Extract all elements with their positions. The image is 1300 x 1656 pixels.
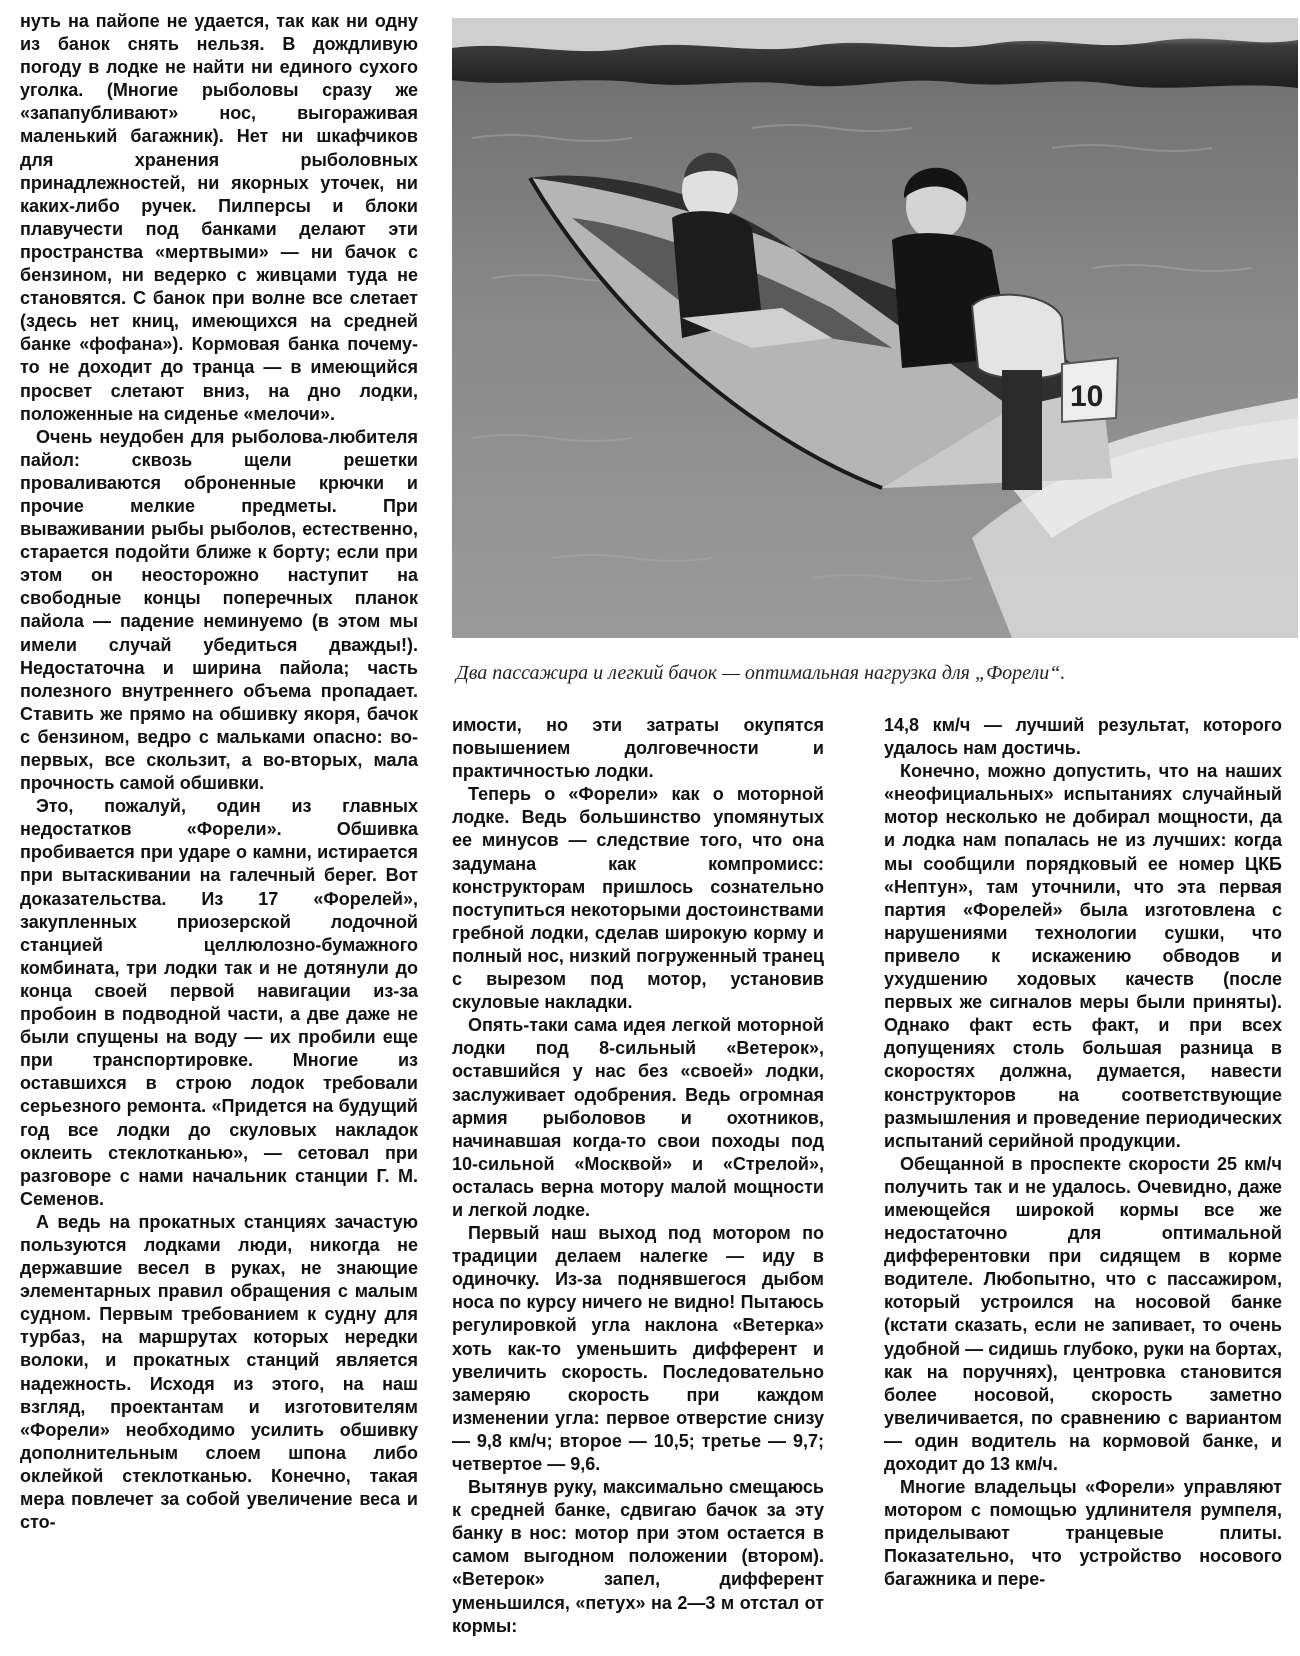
paragraph: нуть на пайопе не удается, так как ни одну из банок снять нельзя. В дождливую погоду в лодке не найти ни единого сухого уголка. (Многие рыболовы сразу же «запапубливают» нос, выгораживая маленький багажник). Нет ни шкафчиков для хранения рыболовных принадлежностей, ни якорных уточек, ни каких-либо ручек. Пилперсы и блоки плавучести под банками делают эти пространства «мертвыми» — ни бачок с бензином, ни ведерко с живцами туда не становятся. С банок при волне все слетает (здесь нет книц, имеющихся на средней банке «фофана»). Кормовая банка почему-то не доходит до транца — в имеющийся просвет слетают вниз, на дно лодки, положенные на сиденье «мелочи». [20, 11, 418, 424]
text-column-2 [452, 714, 824, 1638]
paragraph: А ведь на прокатных станциях зачастую пользуются лодками люди, никогда не державшие весел в руках, не знающие элементарных правил обращения с малым судном. Первым требованием к судну для турбаз, на маршрутах которых нередки волоки, и прокатных станций является надежность. Исходя из этого, на наш взгляд, проектантам и изготовителям «Форели» необходимо усилить обшивку дополнительным слоем шпона либо оклейкой стеклотканью. Конечно, такая мера повлечет за собой увеличение веса и сто- [20, 1211, 418, 1533]
paragraph: Обещанной в проспекте скорости 25 км/ч получить так и не удалось. Очевидно, даже имеющейся широкой кормы все же недостаточно для оптимальной дифферентовки при сидящем в корме водителе. Любопытно, что с пассажиром, который устроился на носовой банке (кстати сказать, если не запивает, то очень удобной — сидишь глубоко, руки на бортах, как на поручнях), центровка становится более носовой, скорость заметно увеличивается, по сравнению с вариантом — один водитель на кормовой банке, и доходит до 13 км/ч. [884, 1153, 1282, 1474]
paragraph: Это, пожалуй, один из главных недостатков «Форели». Обшивка пробивается при ударе о камни, истирается при вытаскивании на галечный берег. Вот доказательства. Из 17 «Форелей», закупленных приозерской лодочной станцией целлюлозно-бумажного комбината, три лодки так и не дотянули до конца своей первой навигации из-за пробоин в подводной части, а две даже не были спущены на воду — их пробили еще при транспортировке. Многие из оставшихся в строю лодок требовали серьезного ремонта. «Придется на будущий год все лодки до скуловых накладок оклеить стеклотканью», — сетовал при разговоре с нами начальник станции Г. М. Семенов. [20, 796, 418, 1209]
text-column-1 [20, 10, 418, 1534]
text-column-3 [884, 714, 1282, 1592]
paragraph: имости, но эти затраты окупятся повышением долговечности и практичностью лодки. [452, 715, 824, 782]
paragraph: Опять-таки сама идея легкой моторной лодки под 8-сильный «Ветерок», оставшийся у нас без «своей» лодки, заслуживает одобрения. Ведь огромная армия рыболовов и охотников, начинавшая когда-то свои походы под 10-сильной «Москвой» и «Стрелой», осталась верна мотору малой мощности и легкой лодке. [452, 1015, 824, 1220]
photo-caption: Два пассажира и легкий бачок — оптимальная нагрузка для „Форели“. [456, 662, 1066, 684]
paragraph: Конечно, можно допустить, что на наших «неофициальных» испытаниях случайный мотор несколько не добирал мощности, да и лодка нам попалась не из лучших: когда мы сообщили порядковый ее номер ЦКБ «Нептун», там уточнили, что эта первая партия «Форелей» была изготовлена с нарушениями технологии сушки, что привело к искажению обводов и ухудшению ходовых качеств (после первых же сигналов меры были приняты). Однако факт есть факт, и при всех допущениях столь большая разница в скоростях должна, думается, навести конструкторов на соответствующие размышления и проведение периодических испытаний серийной продукции. [884, 761, 1282, 1151]
paragraph: Вытянув руку, максимально смещаюсь к средней банке, сдвигаю бачок за эту банку в нос: мотор при этом остается в самом выгодном положении (втором). «Ветерок» запел, дифферент уменьшился, «петух» на 2—3 м отстал от кормы: [452, 1477, 824, 1636]
photo-drawing [452, 18, 1298, 638]
motor-number: 10 [1070, 380, 1104, 413]
paragraph: Теперь о «Форели» как о моторной лодке. Ведь большинство упомянутых ее минусов — следствие того, что она задумана как компромисс: конструкторам пришлось сознательно поступиться некоторыми достоинствами гребной лодки, сделав широкую корму и полный нос, низкий погруженный транец с вырезом под мотор, установив скуловые накладки. [452, 784, 824, 1013]
paragraph: Многие владельцы «Форели» управляют мотором с помощью удлинителя румпеля, приделывают транцевые плиты. Показательно, что устройство носового багажника и пере- [884, 1477, 1282, 1590]
paragraph: 14,8 км/ч — лучший результат, которого удалось нам достичь. [884, 715, 1282, 759]
paragraph: Очень неудобен для рыболова-любителя пайол: сквозь щели решетки проваливаются оброненные крючки и прочие мелкие предметы. При вываживании рыбы рыболов, естественно, старается подойти ближе к борту; если при этом он неосторожно наступит на свободные концы поперечных планок пайола — падение неминуемо (в этом мы имели случай убедиться дважды!). Недостаточна и ширина пайола; часть полезного внутреннего объема пропадает. Ставить же прямо на обшивку якоря, бачок с бензином, ведро с мальками опасно: во-первых, все скользит, а во-вторых, мала прочность самой обшивки. [20, 426, 418, 794]
paragraph: Первый наш выход под мотором по традиции делаем налегке — иду в одиночку. Из-за поднявшегося дыбом носа по курсу ничего не видно! Пытаюсь регулировкой угла наклона «Ветерка» хоть как-то уменьшить дифферент и увеличить скорость. Последовательно замеряю скорость при каждом изменении угла: первое отверстие снизу — 9,8 км/ч; второе — 10,5; третье — 9,7; четвертое — 9,6. [452, 1223, 824, 1474]
boat-photo [452, 18, 1298, 638]
